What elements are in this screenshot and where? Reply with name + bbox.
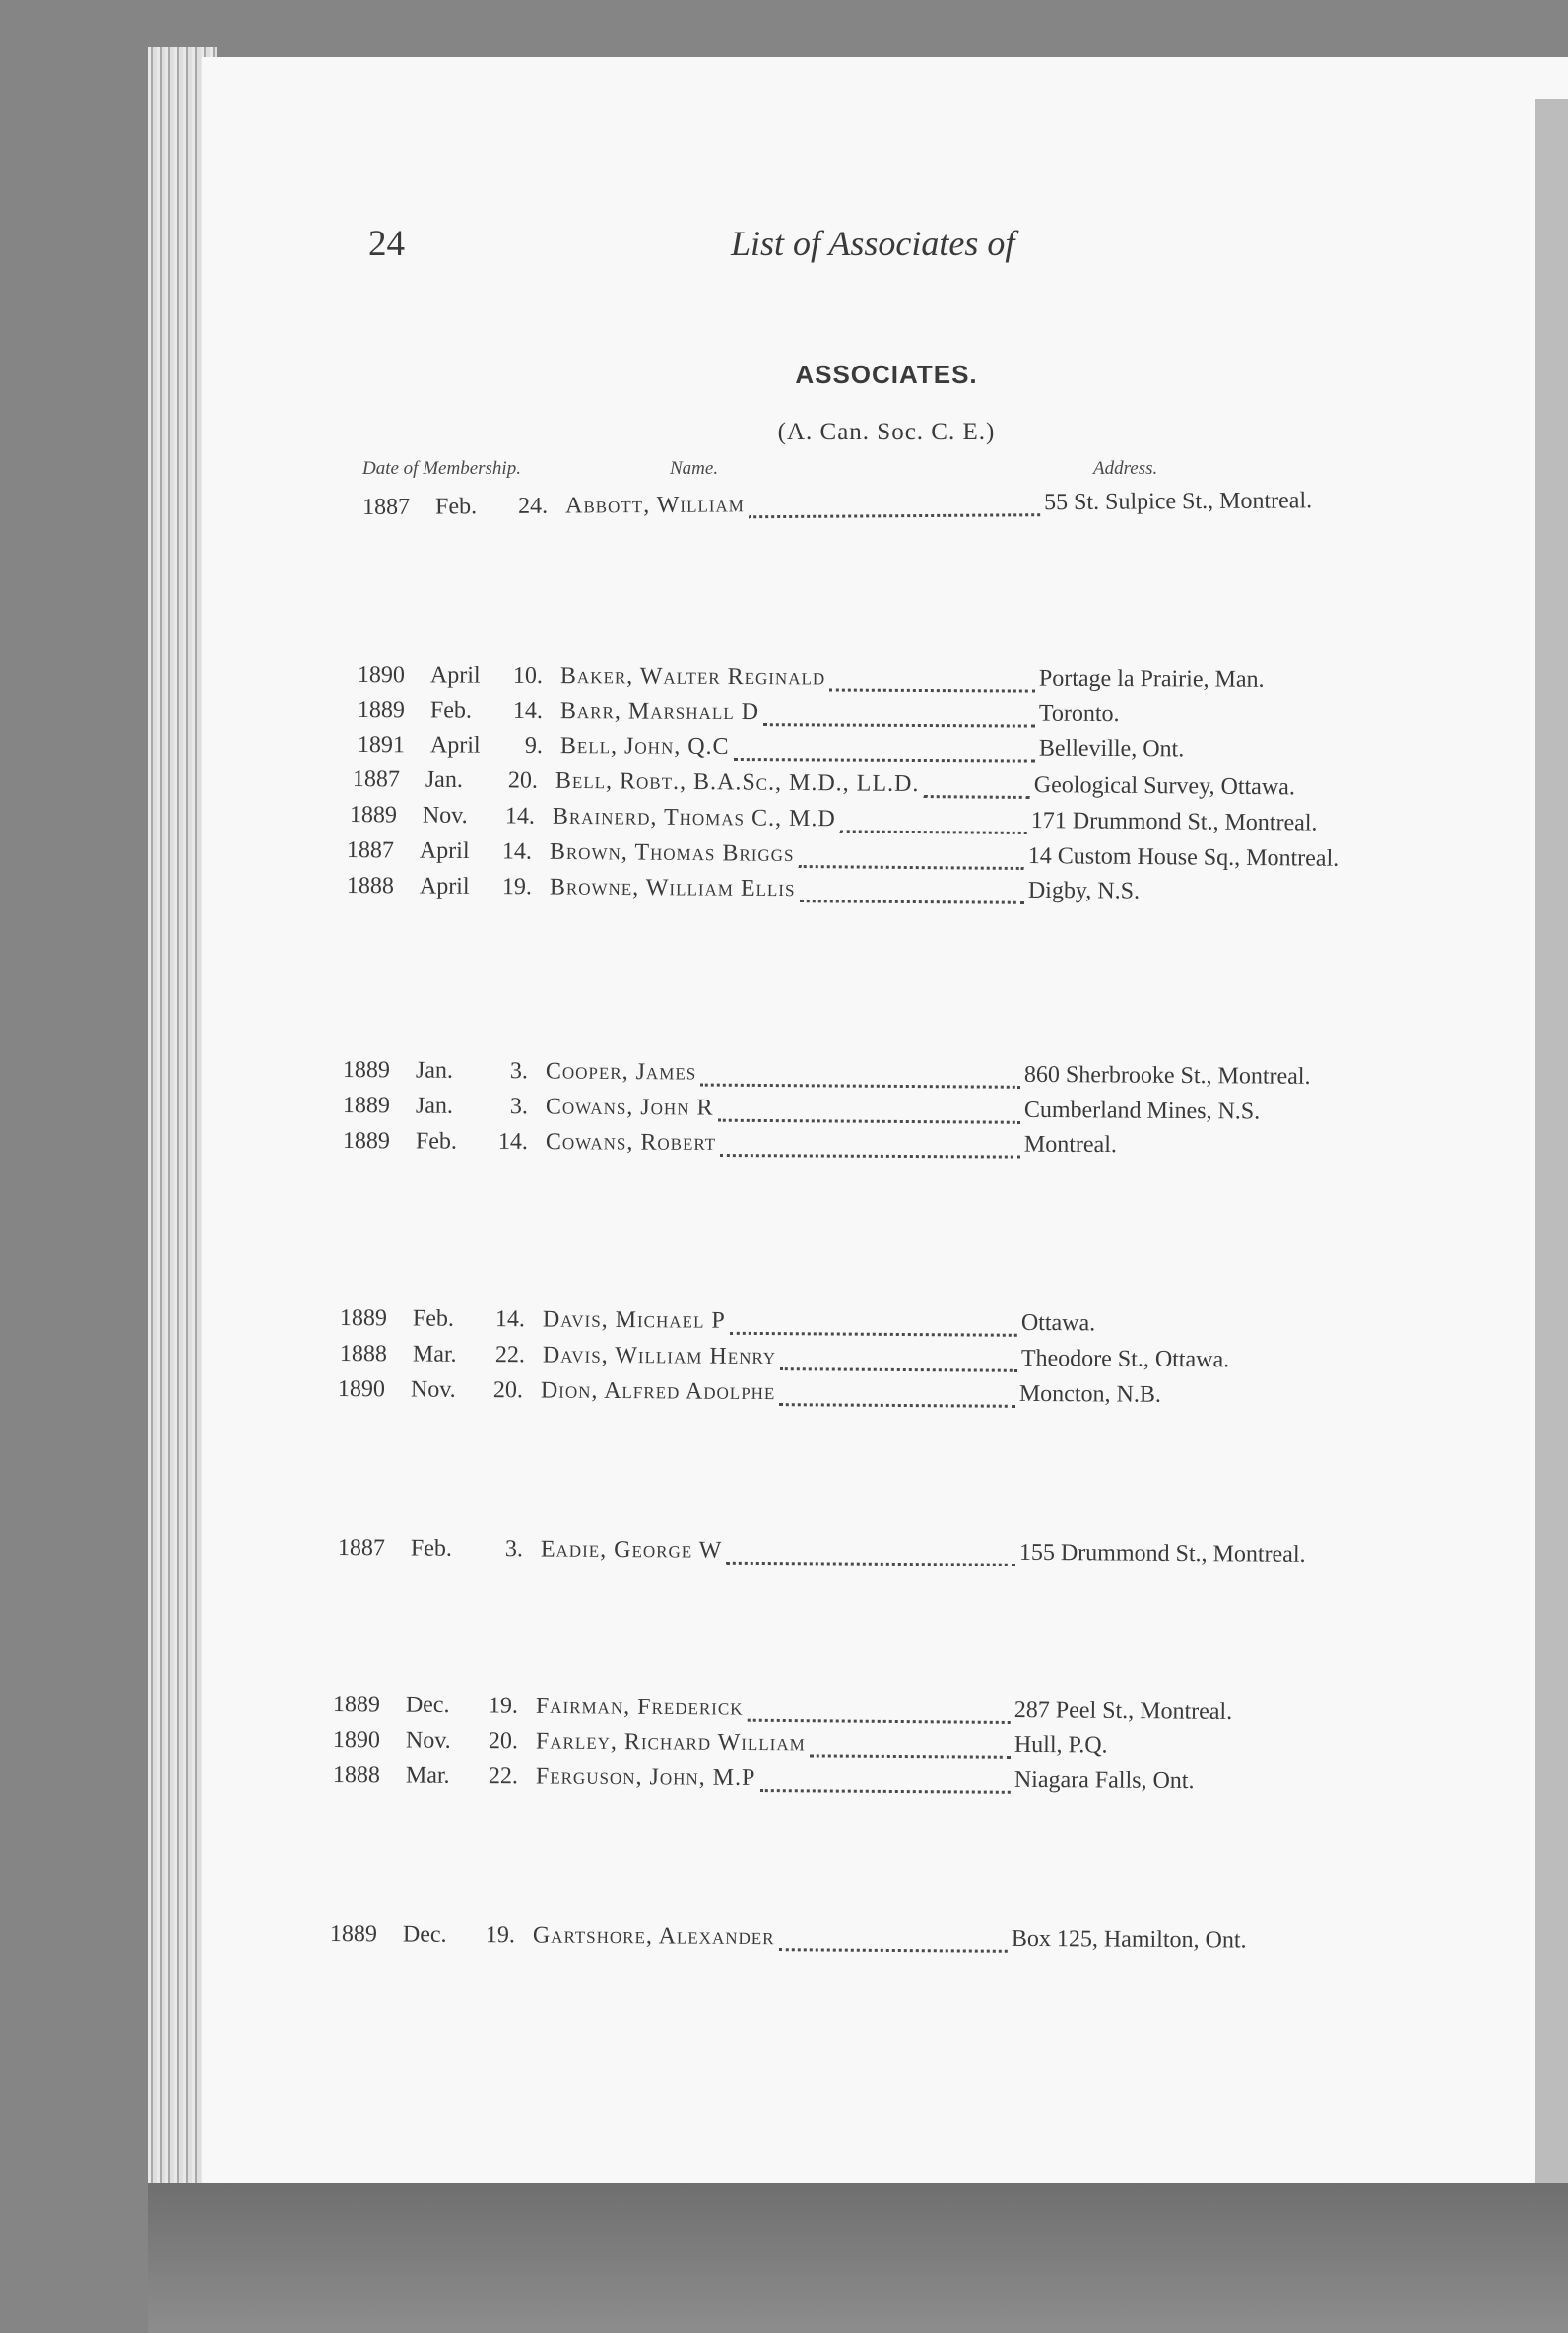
associate-name: Davis, Michael P xyxy=(542,1306,726,1334)
membership-year: 1889 xyxy=(349,802,397,829)
dot-leader xyxy=(810,1730,1011,1758)
associate-address: 287 Peel St., Montreal. xyxy=(1013,1698,1233,1725)
associate-name: Brown, Thomas Briggs xyxy=(549,838,795,867)
membership-month: Nov. xyxy=(405,1727,451,1754)
membership-day: 14. xyxy=(494,1306,525,1333)
membership-month: Dec. xyxy=(405,1692,450,1719)
associate-name: Abbott, William xyxy=(564,492,745,519)
membership-year: 1889 xyxy=(342,1057,390,1084)
associate-address: Toronto. xyxy=(1038,700,1120,728)
dot-leader xyxy=(700,1060,1020,1089)
associate-address: 171 Drummond St., Montreal. xyxy=(1030,808,1318,836)
associate-name: Barr, Marshall D xyxy=(559,699,760,726)
membership-month: Feb. xyxy=(412,1305,454,1332)
membership-month: Nov. xyxy=(422,802,468,830)
page-title: List of Associates of xyxy=(731,224,1015,263)
membership-day: 9. xyxy=(524,732,543,759)
membership-day: 3. xyxy=(509,1094,528,1120)
associate-address: Moncton, N.B. xyxy=(1018,1380,1161,1408)
membership-year: 1889 xyxy=(332,1692,380,1718)
membership-year: 1888 xyxy=(339,1341,387,1367)
dot-leader xyxy=(829,665,1035,693)
membership-year: 1890 xyxy=(337,1376,385,1403)
associate-name: Brainerd, Thomas C., M.D xyxy=(552,803,836,833)
dot-leader xyxy=(749,490,1040,518)
associate-address: 55 St. Sulpice St., Montreal. xyxy=(1043,488,1313,516)
membership-day: 14. xyxy=(512,698,543,724)
membership-day: 20. xyxy=(492,1377,523,1404)
page-number: 24 xyxy=(368,224,405,264)
column-header-address: Address. xyxy=(1093,458,1158,479)
membership-day: 22. xyxy=(494,1342,525,1368)
associate-name: Fairman, Frederick xyxy=(535,1693,744,1721)
column-header-name: Name. xyxy=(670,458,719,479)
membership-day: 22. xyxy=(488,1764,518,1790)
membership-month: Mar. xyxy=(405,1763,450,1789)
dot-leader xyxy=(779,1924,1008,1953)
associate-address: 860 Sherbrooke St., Montreal. xyxy=(1023,1061,1311,1090)
membership-month: Mar. xyxy=(412,1341,457,1367)
membership-month: Feb. xyxy=(434,494,478,520)
membership-day: 19. xyxy=(485,1922,515,1949)
associate-name: Dion, Alfred Adolphe xyxy=(540,1377,776,1406)
page-right-edge xyxy=(1535,99,1568,2207)
membership-year: 1890 xyxy=(357,662,405,689)
dot-leader xyxy=(718,1096,1020,1124)
associate-address: Belleville, Ont. xyxy=(1038,735,1185,763)
associate-address: Theodore St., Ottawa. xyxy=(1020,1345,1230,1373)
page-shadow xyxy=(148,2183,1568,2333)
associate-address: 14 Custom House Sq., Montreal. xyxy=(1027,843,1339,872)
associate-name: Ferguson, John, M.P xyxy=(535,1764,756,1791)
dot-leader xyxy=(730,1308,1017,1337)
dot-leader xyxy=(763,700,1035,727)
membership-month: April xyxy=(429,732,481,759)
associate-name: Gartshore, Alexander xyxy=(532,1922,775,1951)
associate-address: Hull, P.Q. xyxy=(1013,1731,1108,1759)
membership-month: Nov. xyxy=(410,1376,456,1403)
associate-name: Cooper, James xyxy=(545,1058,697,1086)
dot-leader xyxy=(720,1130,1020,1159)
associate-address: Cumberland Mines, N.S. xyxy=(1023,1097,1261,1125)
membership-day: 3. xyxy=(504,1536,523,1563)
membership-year: 1889 xyxy=(339,1305,387,1332)
dot-leader xyxy=(779,1379,1015,1408)
dot-leader xyxy=(780,1344,1017,1372)
associate-name: Eadie, George W xyxy=(540,1536,723,1564)
membership-month: April xyxy=(429,662,481,689)
membership-year: 1891 xyxy=(357,732,405,759)
membership-year: 1888 xyxy=(346,873,394,900)
membership-year: 1889 xyxy=(329,1921,377,1948)
dot-leader xyxy=(799,841,1024,870)
column-header-date: Date of Membership. xyxy=(362,458,521,479)
associate-address: 155 Drummond St., Montreal. xyxy=(1018,1539,1306,1567)
membership-day: 20. xyxy=(507,767,538,794)
associate-name: Davis, William Henry xyxy=(542,1342,777,1370)
membership-month: Feb. xyxy=(429,698,472,724)
associate-name: Farley, Richard William xyxy=(535,1728,806,1757)
associate-address: Box 125, Hamilton, Ont. xyxy=(1011,1925,1247,1954)
associate-name: Browne, William Ellis xyxy=(549,874,796,902)
membership-day: 19. xyxy=(488,1693,518,1719)
dot-leader xyxy=(748,1696,1011,1724)
dot-leader xyxy=(840,806,1027,834)
associate-name: Baker, Walter Reginald xyxy=(559,663,826,691)
membership-year: 1887 xyxy=(352,767,400,793)
associate-address: Geological Survey, Ottawa. xyxy=(1033,772,1295,801)
membership-month: Dec. xyxy=(402,1921,447,1948)
dot-leader xyxy=(800,876,1024,904)
membership-month: April xyxy=(419,873,470,900)
membership-month: Feb. xyxy=(410,1535,452,1562)
membership-day: 3. xyxy=(509,1058,528,1085)
membership-month: Jan. xyxy=(425,767,463,793)
associate-name: Cowans, Robert xyxy=(545,1129,717,1156)
membership-month: Jan. xyxy=(415,1057,453,1084)
section-subheading: (A. Can. Soc. C. E.) xyxy=(777,419,996,445)
membership-year: 1890 xyxy=(332,1727,380,1754)
membership-day: 10. xyxy=(512,662,543,689)
membership-year: 1887 xyxy=(346,837,394,864)
dot-leader xyxy=(760,1766,1011,1794)
membership-day: 14. xyxy=(501,838,532,865)
membership-month: Jan. xyxy=(415,1093,453,1119)
associate-address: Ottawa. xyxy=(1020,1309,1096,1337)
membership-day: 14. xyxy=(497,1128,528,1155)
associate-name: Cowans, John R xyxy=(545,1094,714,1121)
dot-leader xyxy=(726,1538,1015,1566)
membership-year: 1889 xyxy=(342,1093,390,1119)
associate-address: Montreal. xyxy=(1023,1131,1117,1159)
dot-leader xyxy=(734,734,1035,763)
associate-name: Bell, John, Q.C xyxy=(559,733,730,760)
associate-address: Niagara Falls, Ont. xyxy=(1013,1766,1195,1795)
membership-day: 24. xyxy=(517,493,549,519)
membership-month: April xyxy=(419,837,470,865)
associate-address: Portage la Prairie, Man. xyxy=(1038,665,1265,693)
membership-year: 1889 xyxy=(357,698,405,724)
section-heading: ASSOCIATES. xyxy=(795,360,978,389)
membership-day: 14. xyxy=(504,803,535,830)
dot-leader xyxy=(924,771,1030,799)
membership-year: 1887 xyxy=(362,494,411,520)
membership-year: 1887 xyxy=(337,1535,385,1562)
membership-year: 1888 xyxy=(332,1763,380,1789)
membership-month: Feb. xyxy=(415,1128,457,1155)
membership-day: 19. xyxy=(501,874,532,900)
associate-name: Bell, Robt., B.A.Sc., M.D., LL.D. xyxy=(555,767,920,798)
membership-day: 20. xyxy=(488,1728,518,1755)
membership-year: 1889 xyxy=(342,1128,390,1155)
associate-address: Digby, N.S. xyxy=(1027,877,1141,904)
